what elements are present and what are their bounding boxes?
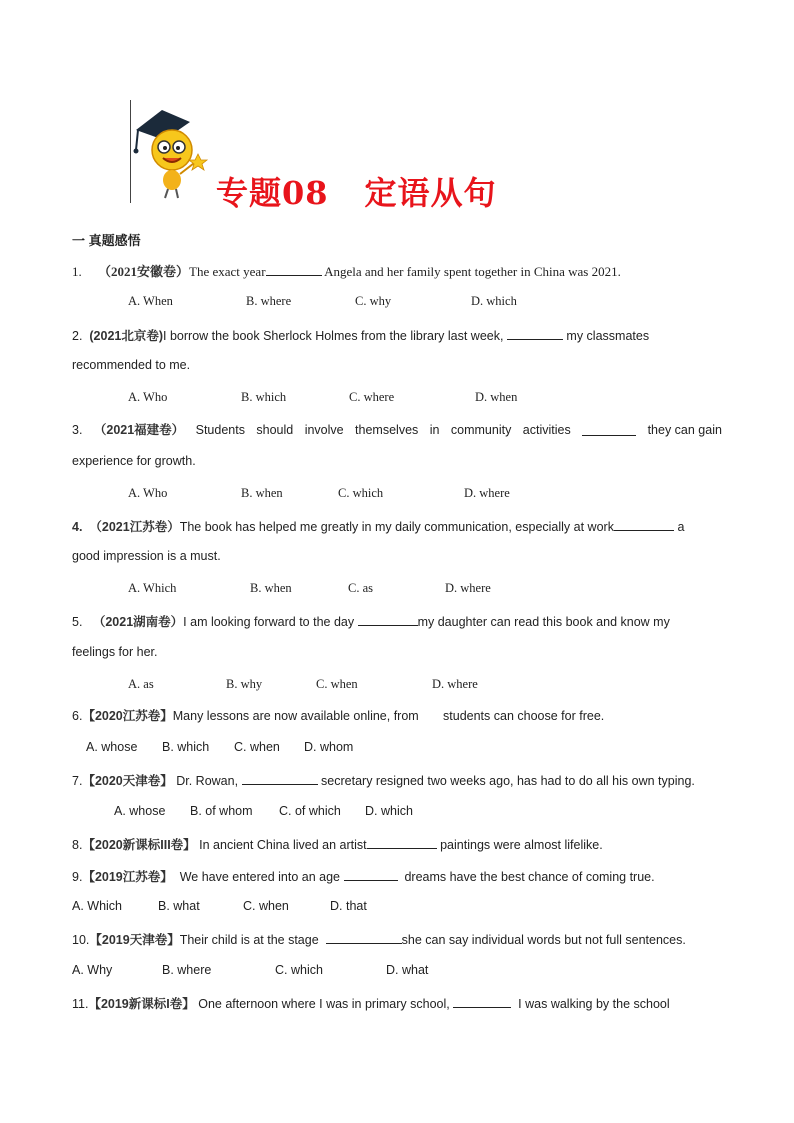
option: D. where xyxy=(432,677,478,691)
option: B. when xyxy=(241,486,283,500)
option: D. which xyxy=(471,294,517,308)
option: D. which xyxy=(365,804,413,818)
question-9: 9.【2019江苏卷】 We have entered into an age dreams have the best chance of coming true. xyxy=(72,867,655,885)
question-3-cont: experience for growth. xyxy=(72,454,196,468)
answer-blank xyxy=(358,612,418,626)
option: D. what xyxy=(386,963,429,977)
section-heading: 一 真题感悟 xyxy=(72,233,141,248)
page-title: 专题08 定语从句 xyxy=(216,174,497,212)
option: A. whose xyxy=(86,740,138,754)
question-11: 11.【2019新课标I卷】 One afternoon where I was in primary school, I was walking by the school xyxy=(72,994,670,1012)
answer-blank xyxy=(242,771,318,785)
answer-blank xyxy=(326,930,402,944)
answer-blank xyxy=(453,994,511,1008)
question-5: 5. （2021湖南卷）I am looking forward to the day my daughter can read this book and know my xyxy=(72,612,670,630)
option: B. which xyxy=(241,390,287,404)
option: A. whose xyxy=(114,804,166,818)
option: C. when xyxy=(243,899,289,913)
option: C. as xyxy=(348,581,373,595)
option: B. of whom xyxy=(190,804,253,818)
graduate-mascot-icon xyxy=(132,100,212,200)
option: C. which xyxy=(275,963,323,977)
option: C. when xyxy=(316,677,358,691)
option: B. why xyxy=(226,677,263,691)
option: A. Which xyxy=(72,899,123,913)
option: A. Who xyxy=(128,486,168,500)
question-10: 10.【2019天津卷】Their child is at the stage she can say individual words but not full sentences. xyxy=(72,930,686,948)
option: A. Who xyxy=(128,390,168,404)
option: D. when xyxy=(475,390,518,404)
option: C. why xyxy=(355,294,392,308)
answer-blank xyxy=(344,867,398,881)
option: C. of which xyxy=(279,804,341,818)
option: A. Which xyxy=(128,581,177,595)
question-8: 8.【2020新课标III卷】 In ancient China lived an artist paintings were almost lifelike. xyxy=(72,835,603,853)
option: B. what xyxy=(158,899,200,913)
option: D. where xyxy=(464,486,510,500)
question-4-cont: good impression is a must. xyxy=(72,549,221,563)
option: B. when xyxy=(250,581,292,595)
question-6: 6.【2020江苏卷】Many lessons are now available online, from students can choose for free. xyxy=(72,709,605,723)
option: B. where xyxy=(162,963,212,977)
header-divider xyxy=(130,100,131,203)
option: A. as xyxy=(128,677,154,691)
answer-blank xyxy=(507,326,563,340)
answer-blank xyxy=(266,262,322,276)
option: D. where xyxy=(445,581,491,595)
option: B. where xyxy=(246,294,292,308)
answer-blank xyxy=(582,422,636,436)
question-4: 4. （2021江苏卷）The book has helped me greatly in my daily communication, especially at work a xyxy=(72,517,684,535)
option: D. whom xyxy=(304,740,354,754)
option: A. Why xyxy=(72,963,113,977)
question-7: 7.【2020天津卷】 Dr. Rowan, secretary resigned two weeks ago, has had to do all his own typing. xyxy=(72,771,695,789)
question-3: 3. （2021福建卷） Students should involve themselves in community activities they can gain xyxy=(72,423,722,437)
option: C. when xyxy=(234,740,280,754)
option: B. which xyxy=(162,740,210,754)
question-1: 1. （2021安徽卷）The exact year Angela and her family spent together in China was 2021. xyxy=(72,264,621,279)
option: C. where xyxy=(349,390,395,404)
option: C. which xyxy=(338,486,384,500)
question-2: 2. (2021北京卷)I borrow the book Sherlock Holmes from the library last week, my classmates xyxy=(72,326,649,344)
option: D. that xyxy=(330,899,367,913)
answer-blank xyxy=(367,835,437,849)
answer-blank xyxy=(614,517,674,531)
question-5-cont: feelings for her. xyxy=(72,645,158,659)
question-2-cont: recommended to me. xyxy=(72,358,191,372)
option: A. When xyxy=(128,294,173,308)
